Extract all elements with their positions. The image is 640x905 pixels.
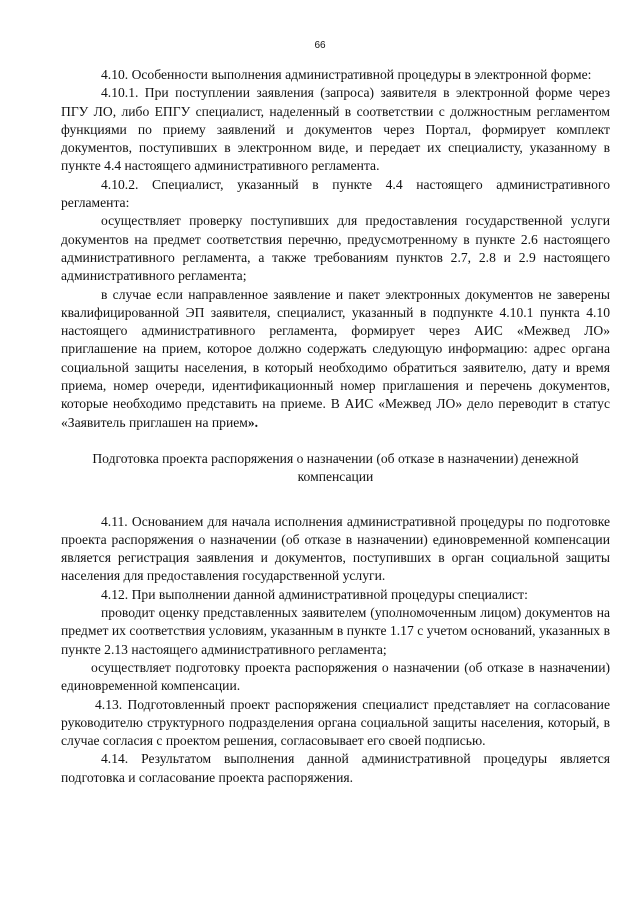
paragraph-preparation: осуществляет подготовку проекта распоряжения о назначении (об отказе в назначении) единовременной компенсации. (61, 659, 610, 694)
paragraph-invitation-end: ». (247, 414, 259, 430)
paragraph-4-10: 4.10. Особенности выполнения административной процедуры в электронной форме: (101, 67, 592, 82)
paragraph-4-10-2: 4.10.2. Специалист, указанный в пункте 4.4 настоящего административного регламента: (61, 176, 610, 211)
document-body (61, 66, 610, 787)
paragraph-check-documents: осуществляет проверку поступивших для предоставления государственной услуги документов на предмет соответствия перечню, предусмотренному в пункте 2.6 настоящего административного регламента, а также требованиям пунктов 2.7, 2.8 и 2.9 настоящего административного регламента; (61, 213, 610, 284)
paragraph-assessment: проводит оценку представленных заявителем (уполномоченным лицом) документов на предмет их соответствия условиям, указанным в пункте 1.17 с учетом оснований, указанных в пункте 2.13 настоящего административного регламента; (61, 605, 610, 657)
paragraph-invitation-text: в случае если направленное заявление и пакет электронных документов не заверены квалифицированной ЭП заявителя, специалист, указанный в подпункте 4.10.1 пункта 4.10 настоящего административного регламента, формирует через АИС «Межвед ЛО» приглашение на прием, которое должно содержать следующую информацию: адрес органа социальной защиты населения, в который необходимо обратиться заявителю, дату и время приема, номер очереди, идентификационный номер приглашения и перечень документов, которые необходимо представить на приеме. В АИС «Межвед ЛО» дело переводит в статус «Заявитель приглашен на прием (61, 286, 610, 430)
page-number: 66 (314, 40, 326, 51)
section-heading: Подготовка проекта распоряжения о назначении (об отказе в назначении) денежной компенсации (92, 450, 579, 485)
paragraph-4-10-1: 4.10.1. При поступлении заявления (запроса) заявителя в электронной форме через ПГУ ЛО, либо ЕПГУ специалист, наделенный в соответствии с должностным регламентом функциями по приему заявлений и документов через Портал, формирует комплект документов, поступивших в электронном виде, и передает их специалисту, указанному в пункте 4.4 настоящего административного регламента. (61, 85, 610, 174)
paragraph-invitation (61, 286, 610, 432)
paragraph-4-12: 4.12. При выполнении данной административной процедуры специалист: (101, 586, 528, 602)
paragraph-4-13: 4.13. Подготовленный проект распоряжения специалист представляет на согласование руководителю структурного подразделения органа социальной защиты населения, который, в случае согласия с проектом решения, согласовывает его своей подписью. (61, 696, 610, 749)
paragraph-4-11: 4.11. Основанием для начала исполнения административной процедуры по подготовке проекта распоряжения о назначении (об отказе в назначении) единовременной компенсации является регистрация заявления и документов, поступивших в орган социальной защиты населения для предоставления государственной услуги. (61, 513, 610, 584)
paragraph-4-14: 4.14. Результатом выполнения данной административной процедуры является подготовка и согласование проекта распоряжения. (61, 751, 610, 785)
